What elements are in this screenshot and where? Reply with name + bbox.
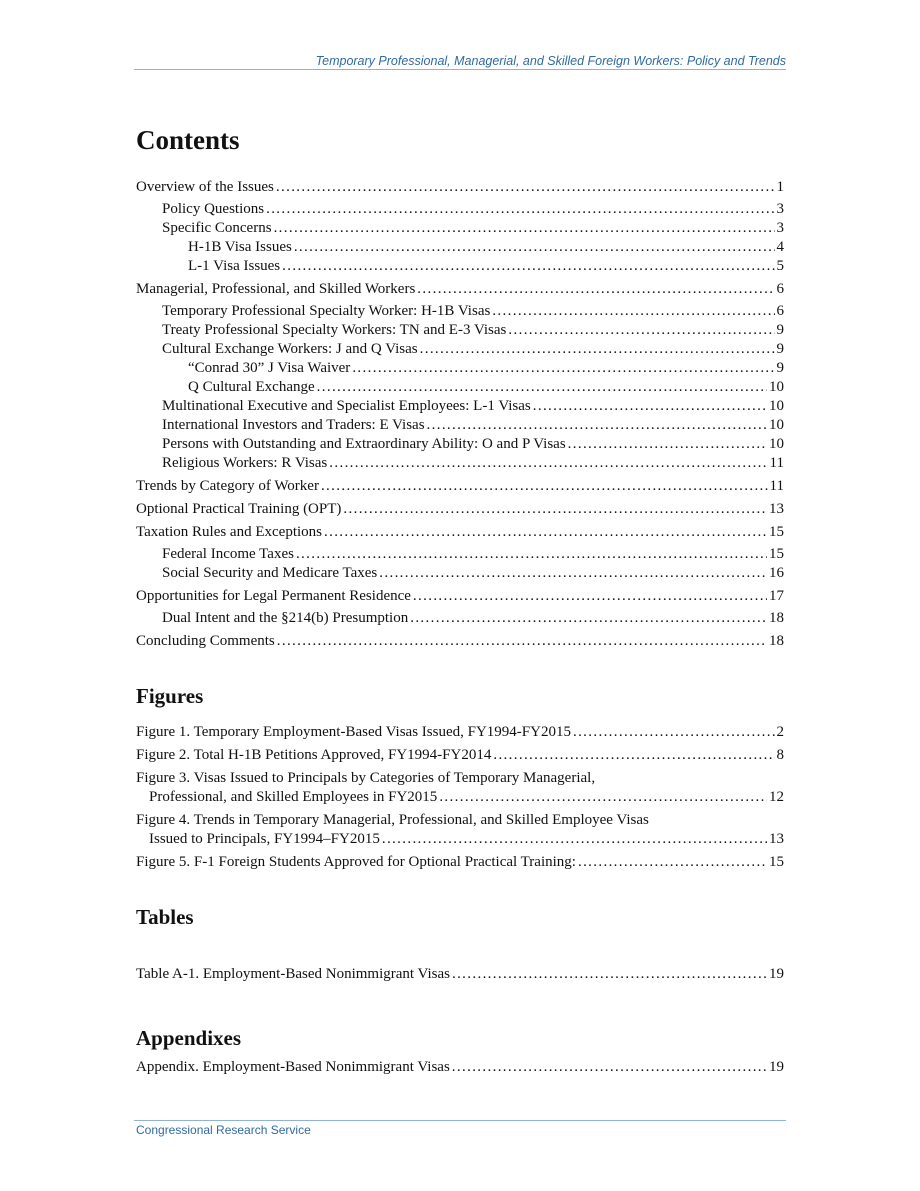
appendix-entry[interactable]: Appendix. Employment-Based Nonimmigrant Visas . . . 19 [136, 1058, 784, 1077]
toc-entry[interactable]: Treaty Professional Specialty Workers: TN and E-3 Visas . . . 9 [136, 321, 784, 340]
figure-entry[interactable]: Figure 3. Visas Issued to Principals by Categories of Temporary Managerial, Professional, and Skilled Employees in FY2015 . . . 12 [136, 769, 784, 807]
contents-list [136, 174, 784, 651]
toc-entry[interactable]: “Conrad 30” J Visa Waiver . . . 9 [136, 359, 784, 378]
appendixes-list [136, 1058, 784, 1077]
figure-entry[interactable]: Figure 2. Total H-1B Petitions Approved, FY1994-FY2014 . . . 8 [136, 746, 784, 765]
figure-entry[interactable]: Figure 5. F-1 Foreign Students Approved for Optional Practical Training: . . . 15 [136, 853, 784, 872]
toc-entry[interactable]: Cultural Exchange Workers: J and Q Visas . . . 9 [136, 340, 784, 359]
header-rule [134, 69, 786, 70]
toc-entry[interactable]: Trends by Category of Worker . . . 11 [136, 477, 784, 496]
toc-entry[interactable]: Specific Concerns . . . 3 [136, 219, 784, 238]
toc-entry[interactable]: Optional Practical Training (OPT) . . . 13 [136, 500, 784, 519]
toc-entry[interactable]: Managerial, Professional, and Skilled Workers . . . 6 [136, 280, 784, 299]
footer-rule [134, 1120, 786, 1121]
contents-title: Contents [136, 125, 240, 155]
toc-entry[interactable]: Social Security and Medicare Taxes . . . 16 [136, 564, 784, 583]
toc-entry[interactable]: Religious Workers: R Visas . . . 11 [136, 454, 784, 473]
tables-title: Tables [136, 905, 194, 929]
appendixes-title: Appendixes [136, 1026, 242, 1050]
figure-entry[interactable]: Figure 1. Temporary Employment-Based Visas Issued, FY1994-FY2015 . . . 2 [136, 723, 784, 742]
figures-list [136, 719, 784, 872]
footer-text: Congressional Research Service [136, 1123, 311, 1137]
toc-entry[interactable]: Persons with Outstanding and Extraordinary Ability: O and P Visas . . . 10 [136, 435, 784, 454]
toc-entry[interactable]: Overview of the Issues . . . 1 [136, 178, 784, 197]
toc-entry[interactable]: Concluding Comments . . . 18 [136, 632, 784, 651]
table-entry[interactable]: Table A-1. Employment-Based Nonimmigrant Visas . . . 19 [136, 965, 784, 984]
toc-entry[interactable]: H-1B Visa Issues . . . 4 [136, 238, 784, 257]
figures-title: Figures [136, 684, 204, 708]
toc-entry[interactable]: Dual Intent and the §214(b) Presumption . . . 18 [136, 609, 784, 628]
tables-list [136, 965, 784, 984]
toc-entry[interactable]: International Investors and Traders: E Visas . . . 10 [136, 416, 784, 435]
toc-entry[interactable]: Federal Income Taxes . . . 15 [136, 545, 784, 564]
toc-entry[interactable]: Multinational Executive and Specialist Employees: L-1 Visas . . . 10 [136, 397, 784, 416]
figure-entry[interactable]: Figure 4. Trends in Temporary Managerial, Professional, and Skilled Employee Visas Issued to Principals, FY1994–FY2015 . . . 13 [136, 811, 784, 849]
running-header: Temporary Professional, Managerial, and Skilled Foreign Workers: Policy and Trends [315, 54, 786, 68]
toc-entry[interactable]: Q Cultural Exchange . . . 10 [136, 378, 784, 397]
toc-entry[interactable]: Temporary Professional Specialty Worker: H-1B Visas . . . 6 [136, 302, 784, 321]
toc-entry[interactable]: L-1 Visa Issues . . . 5 [136, 257, 784, 276]
toc-entry[interactable]: Opportunities for Legal Permanent Residence . . . 17 [136, 587, 784, 606]
toc-entry[interactable]: Taxation Rules and Exceptions . . . 15 [136, 523, 784, 542]
toc-entry[interactable]: Policy Questions . . . 3 [136, 200, 784, 219]
